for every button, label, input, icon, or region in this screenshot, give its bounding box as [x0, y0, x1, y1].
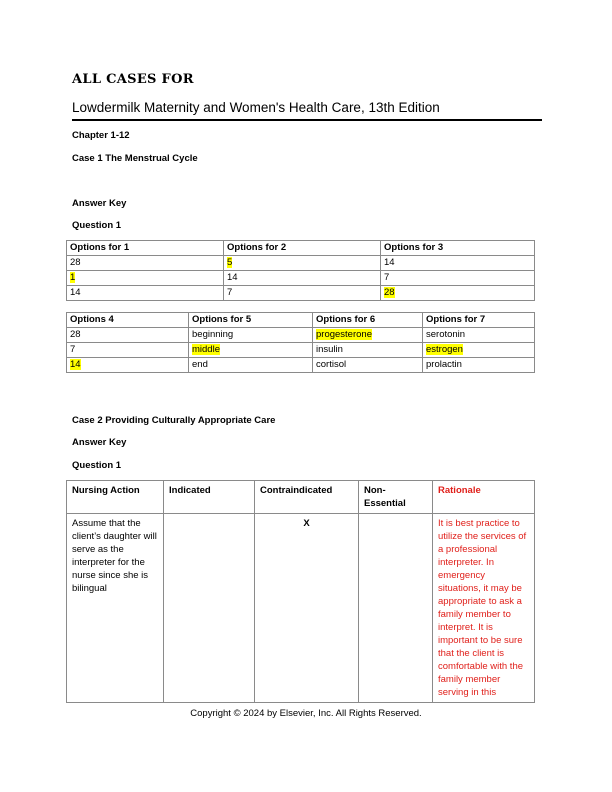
copyright-footer: Copyright © 2024 by Elsevier, Inc. All Rights Reserved.	[190, 708, 422, 719]
case2-answer-key: Answer Key	[72, 437, 127, 448]
table-header: Indicated	[164, 481, 255, 514]
case2-question: Question 1	[72, 460, 122, 471]
non-essential-cell	[359, 514, 433, 703]
indicated-cell	[164, 514, 255, 703]
table-cell: 14	[384, 257, 395, 268]
table-cell-highlighted: 1	[70, 272, 76, 283]
table-cell: end	[192, 359, 208, 370]
table-header: Options for 7	[423, 313, 535, 328]
table-row	[67, 256, 535, 271]
table-row	[67, 286, 535, 301]
table-header: Contraindicated	[255, 481, 359, 514]
table-cell-highlighted: middle	[192, 344, 220, 355]
rationale-cell: It is best practice to utilize the services of a professional interpreter. In emergency situations, it may be appropriate to ask a family member to interpret. It is important to be sure that the client is comfortable with the family member serving in this	[433, 514, 535, 703]
table-header: Nursing Action	[67, 481, 164, 514]
table-cell: 7	[227, 287, 233, 298]
table-row	[67, 343, 535, 358]
table-header: Options 4	[67, 313, 189, 328]
table-cell: serotonin	[426, 329, 466, 340]
table-cell: 28	[70, 329, 81, 340]
options-table-2	[66, 312, 535, 373]
table-row	[67, 358, 535, 373]
table-header: Options for 2	[224, 241, 381, 256]
table-header: Options for 6	[313, 313, 423, 328]
table-cell: 14	[227, 272, 238, 283]
table-cell-highlighted: 28	[384, 287, 395, 298]
table-cell-highlighted: 14	[70, 359, 81, 370]
table-cell: 7	[70, 344, 76, 355]
table-header-rationale: Rationale	[433, 481, 535, 514]
case1-answer-key: Answer Key	[72, 198, 127, 209]
table-cell: beginning	[192, 329, 234, 340]
table-cell: 28	[70, 257, 81, 268]
table-header: Options for 1	[67, 241, 224, 256]
table-row	[67, 271, 535, 286]
table-cell: cortisol	[316, 359, 347, 370]
table-header: Non-Essential	[359, 481, 433, 514]
case2-title: Case 2 Providing Culturally Appropriate Care	[72, 415, 276, 426]
table-cell-highlighted: progesterone	[316, 329, 372, 340]
table-header: Options for 5	[189, 313, 313, 328]
book-title: Lowdermilk Maternity and Women's Health Care, 13th Edition	[72, 100, 440, 115]
case1-title: Case 1 The Menstrual Cycle	[72, 153, 198, 164]
nursing-action-cell: Assume that the client’s daughter will serve as the interpreter for the nurse since she is bilingual	[67, 514, 164, 703]
table-header: Options for 3	[381, 241, 535, 256]
table-cell-highlighted: 5	[227, 257, 233, 268]
table-cell-highlighted: estrogen	[426, 344, 463, 355]
table-cell: 7	[384, 272, 390, 283]
table-row	[67, 328, 535, 343]
case1-question: Question 1	[72, 220, 122, 231]
nursing-action-table	[66, 480, 535, 703]
table-cell: prolactin	[426, 359, 462, 370]
table-cell: 14	[70, 287, 81, 298]
chapter-label: Chapter 1-12	[72, 130, 130, 141]
table-cell: insulin	[316, 344, 343, 355]
contraindicated-cell: X	[255, 514, 359, 703]
document-heading: ALL CASES FOR	[72, 72, 194, 87]
heading-rule	[72, 119, 542, 121]
table-row	[67, 514, 535, 703]
options-table-1	[66, 240, 535, 301]
